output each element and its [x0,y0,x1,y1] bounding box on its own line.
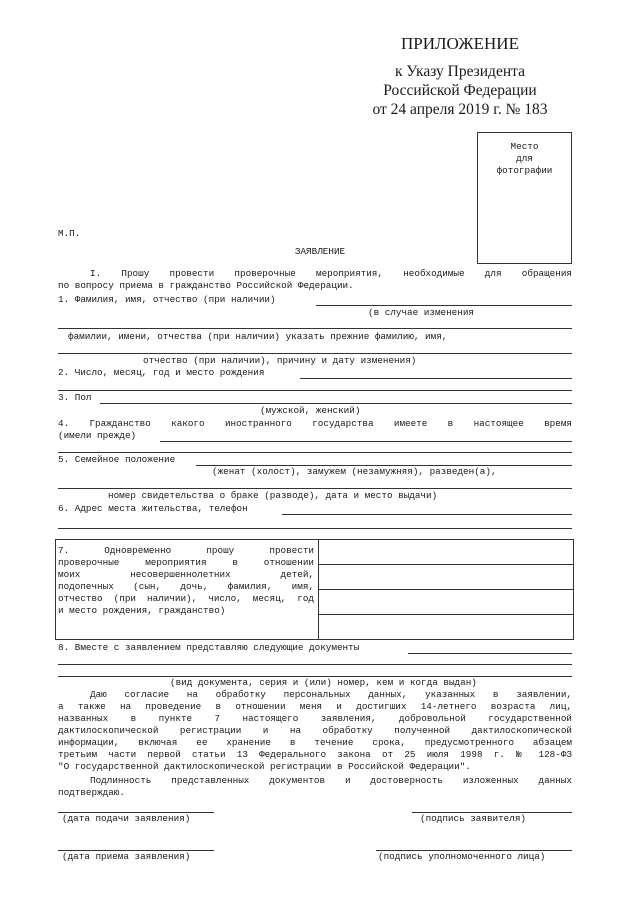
photo-label-2: для [516,153,533,164]
item7-line-5: отчество (при наличии), число, месяц, год [58,593,314,604]
item8-label: 8. Вместе с заявлением представляю следующие документы [58,642,360,653]
item1-field-2[interactable] [58,328,572,329]
item3-hint: (мужской, женский) [260,405,361,416]
item6-field[interactable] [282,514,572,515]
item3-label: 3. Пол [58,392,92,403]
children-row-3[interactable] [318,614,574,615]
confirm-line-2: подтверждаю. [58,787,125,798]
decree-line1: к Указу Президента [395,63,525,80]
consent-line-7: "О государственной дактилоскопической регистрации в Российской Федерации". [58,761,471,772]
item1-field-3[interactable] [58,353,572,354]
item1-label: 1. Фамилия, имя, отчество (при наличии) [58,294,276,305]
item1-hint-3: отчество (при наличии), причину и дату изменения) [143,355,417,366]
consent-line-3: названных в пункте 7 настоящего заявления, добровольной государственной [58,713,572,724]
decree-line3: от 24 апреля 2019 г. № 183 [372,101,548,118]
children-row-2[interactable] [318,589,574,590]
item7-line-1: 7. Одновременно прошу провести [58,545,314,556]
item2-field-2[interactable] [58,390,572,391]
stamp-place: М.П. [58,228,81,239]
date-submit-label: (дата подачи заявления) [62,813,191,824]
consent-line-6: третьим части первой статьи 13 Федерального закона от 25 июля 1998 г. № 128-ФЗ [58,749,572,760]
item7-line-4: подопечных (сын, дочь, фамилия, имя, [58,581,314,592]
item7-line-2: проверочные мероприятия в отношении [58,557,314,568]
consent-line-1: Даю согласие на обработку персональных данных, указанных в заявлении, [90,689,572,700]
item5-label: 5. Семейное положение [58,454,176,465]
sign-applicant-label: (подпись заявителя) [420,813,527,824]
item4-label-2: (имели прежде) [58,430,137,441]
item1-hint-2: фамилии, имени, отчества (при наличии) указать прежние фамилию, имя, [68,331,448,342]
children-row-1[interactable] [318,564,574,565]
consent-line-2: а также на проведение в отношении меня и достигших 14-летнего возраста лиц, [58,701,572,712]
confirm-line-1: Подлинность представленных документов и достоверность изложенных данных [90,775,572,786]
consent-line-4: дактилоскопической регистрации и на обработку полученной дактилоскопической [58,725,572,736]
sign-official-label: (подпись уполномоченного лица) [378,851,546,862]
item1-hint-1: (в случае изменения [368,307,475,318]
item5-field-2[interactable] [58,488,572,489]
photo-box [477,132,572,264]
item3-field[interactable] [100,403,572,404]
item7-line-3: моих несовершеннолетних детей, [58,569,314,580]
item4-label: 4. Гражданство какого иностранного государства имеете в настоящее время [58,418,572,429]
item7-line-6: и место рождения, гражданство) [58,605,226,616]
item8-field[interactable] [408,653,572,654]
decree-line2: Российской Федерации [383,82,537,99]
appendix-title: ПРИЛОЖЕНИЕ [401,34,519,53]
item8-hint: (вид документа, серия и (или) номер, кем и когда выдан) [170,677,477,688]
intro-line-2: по вопросу приема в гражданство Российской Федерации. [58,280,354,291]
photo-label-1: Место [510,141,539,152]
item1-field[interactable] [316,305,572,306]
item2-field[interactable] [300,378,572,379]
item4-field[interactable] [160,441,572,442]
item5-hint-2: номер свидетельства о браке (разводе), дата и место выдачи) [108,490,438,501]
item5-hint-1: (женат (холост), замужем (незамужняя), разведен(а), [212,466,497,477]
item4-field-2[interactable] [58,452,572,453]
item8-field-2[interactable] [58,664,572,665]
consent-line-5: информации, включая ее хранение в течение срока, предусмотренного абзацем [58,737,572,748]
form-title: ЗАЯВЛЕНИЕ [294,246,346,257]
item2-label: 2. Число, месяц, год и место рождения [58,367,265,378]
photo-label-3: фотографии [496,165,553,176]
item6-field-2[interactable] [58,528,572,529]
intro-line-1: I. Прошу провести проверочные мероприятия, необходимые для обращения [90,268,572,279]
item6-label: 6. Адрес места жительства, телефон [58,503,248,514]
date-receive-label: (дата приема заявления) [62,851,191,862]
